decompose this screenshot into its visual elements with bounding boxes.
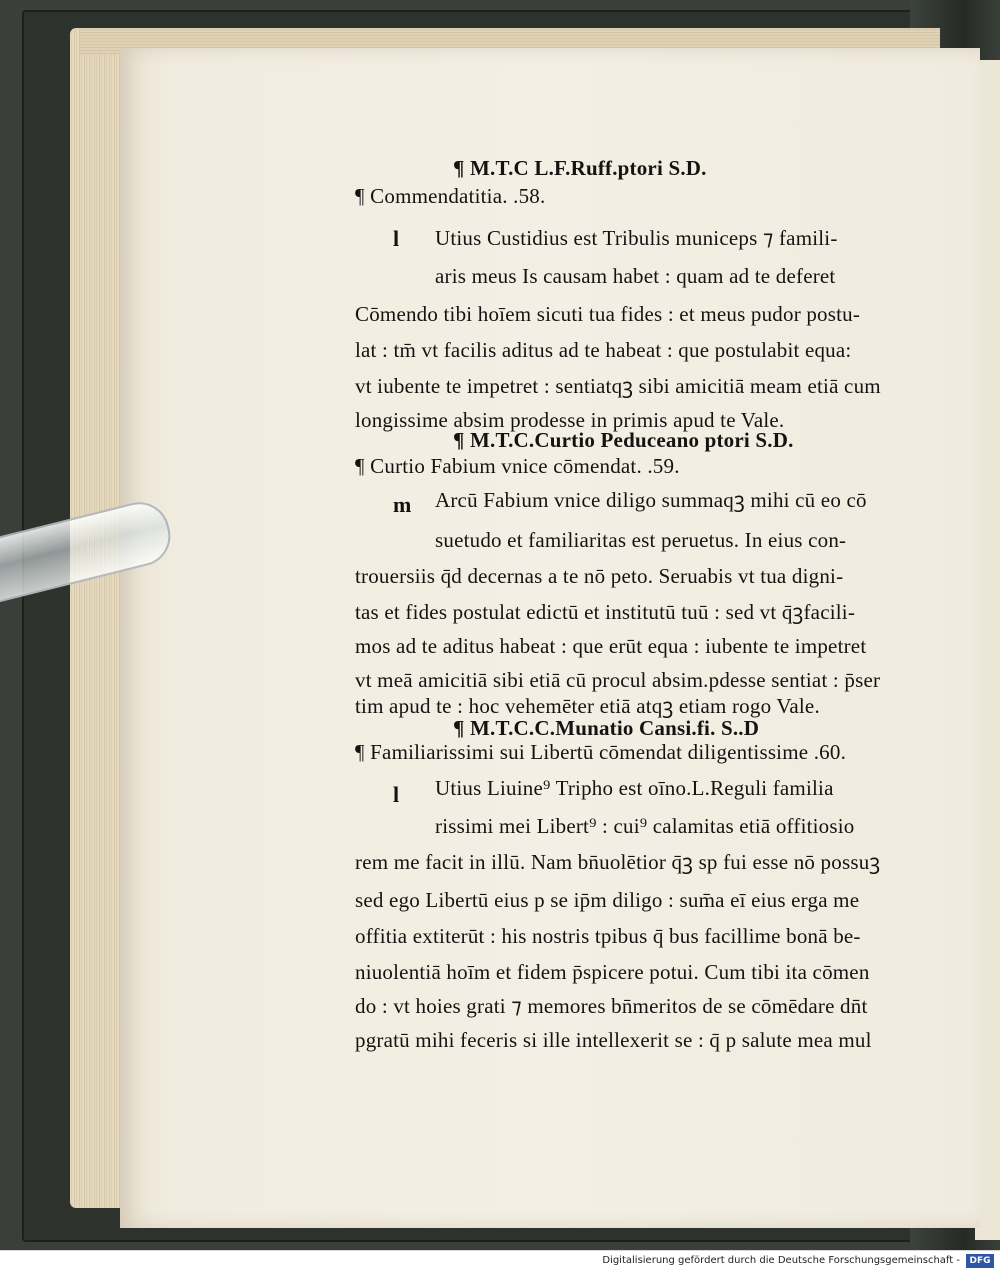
- text-line: sed ego Libertū eius p se ip̄m diligo : sum̄a eī eius erga me: [355, 888, 860, 912]
- footer-bar: [0, 1250, 1000, 1272]
- text-line: do : vt hoies grati ⁊ memores bn̄meritos de se cōmēdare dn̄t: [355, 994, 868, 1018]
- text-line: Utius Custidius est Tribulis municeps ⁊ famili-: [435, 226, 838, 250]
- text-line: rissimi mei Libert⁹ : cui⁹ calamitas etiā offitiosio: [435, 814, 855, 838]
- letter-summary: ¶ Familiarissimi sui Libertū cōmendat diligentissime .60.: [355, 740, 847, 764]
- letter-heading: ¶ M.T.C L.F.Ruff.ptori S.D.: [453, 156, 707, 180]
- letter-heading: ¶ M.T.C.C.Munatio Cansi.fi. S..D: [453, 716, 760, 740]
- text-line: tim apud te : hoc vehemēter etiā atqꝫ etiam rogo Vale.: [355, 694, 820, 718]
- letter-summary: ¶ Commendatitia. .58.: [355, 184, 546, 208]
- text-line: offitia extiterūt : his nostris tpibus q̄ bus facillime bonā be-: [355, 924, 861, 948]
- text-line: vt iubente te impetret : sentiatqꝫ sibi amicitiā meam etiā cum: [355, 374, 881, 398]
- initial-placeholder: m: [393, 492, 412, 517]
- letter-heading: ¶ M.T.C.Curtio Peduceano ptori S.D.: [453, 428, 794, 452]
- letter-summary: ¶ Curtio Fabium vnice cōmendat. .59.: [355, 454, 680, 478]
- text-line: tas et fides postulat edictū et institutū tuū : sed vt q̄ꝫfacili-: [355, 600, 856, 624]
- text-line: Utius Liuine⁹ Tripho est oīno.L.Reguli familia: [435, 776, 834, 800]
- text-line: aris meus Is causam habet : quam ad te deferet: [435, 264, 836, 288]
- initial-placeholder: l: [393, 226, 400, 251]
- text-line: lat : tm̄ vt facilis aditus ad te habeat : que postulabit equa:: [355, 338, 852, 362]
- text-line: niuolentiā hoīm et fidem p̄spicere potui. Cum tibi ita cōmen: [355, 960, 870, 984]
- text-line: Cōmendo tibi hoīem sicuti tua fides : et meus pudor postu-: [355, 302, 861, 326]
- text-line: pgratū mihi feceris si ille intellexerit se : q̄ p salute mea mul: [355, 1028, 872, 1052]
- text-line: trouersiis q̄d decernas a te nō peto. Seruabis vt tua digni-: [355, 564, 844, 588]
- text-line: vt meā amicitiā sibi etiā cū procul absim.pdesse sentiat : p̄ser: [355, 668, 881, 692]
- text-line: suetudo et familiaritas est peruetus. In eius con-: [435, 528, 847, 552]
- text-line: rem me facit in illū. Nam bn̄uolētior q̄ꝫ sp fui esse nō possuꝫ: [355, 850, 881, 874]
- text-line: mos ad te aditus habeat : que erūt equa : iubente te impetret: [355, 634, 867, 658]
- text-line: longissime absim prodesse in primis apud te Vale.: [355, 408, 785, 432]
- dfg-logo: DFG: [966, 1254, 994, 1268]
- initial-placeholder: l: [393, 782, 400, 807]
- funding-credit: Digitalisierung gefördert durch die Deutsche Forschungsgemeinschaft -: [602, 1255, 960, 1266]
- text-line: Arcū Fabium vnice diligo summaqꝫ mihi cū eo cō: [435, 488, 867, 512]
